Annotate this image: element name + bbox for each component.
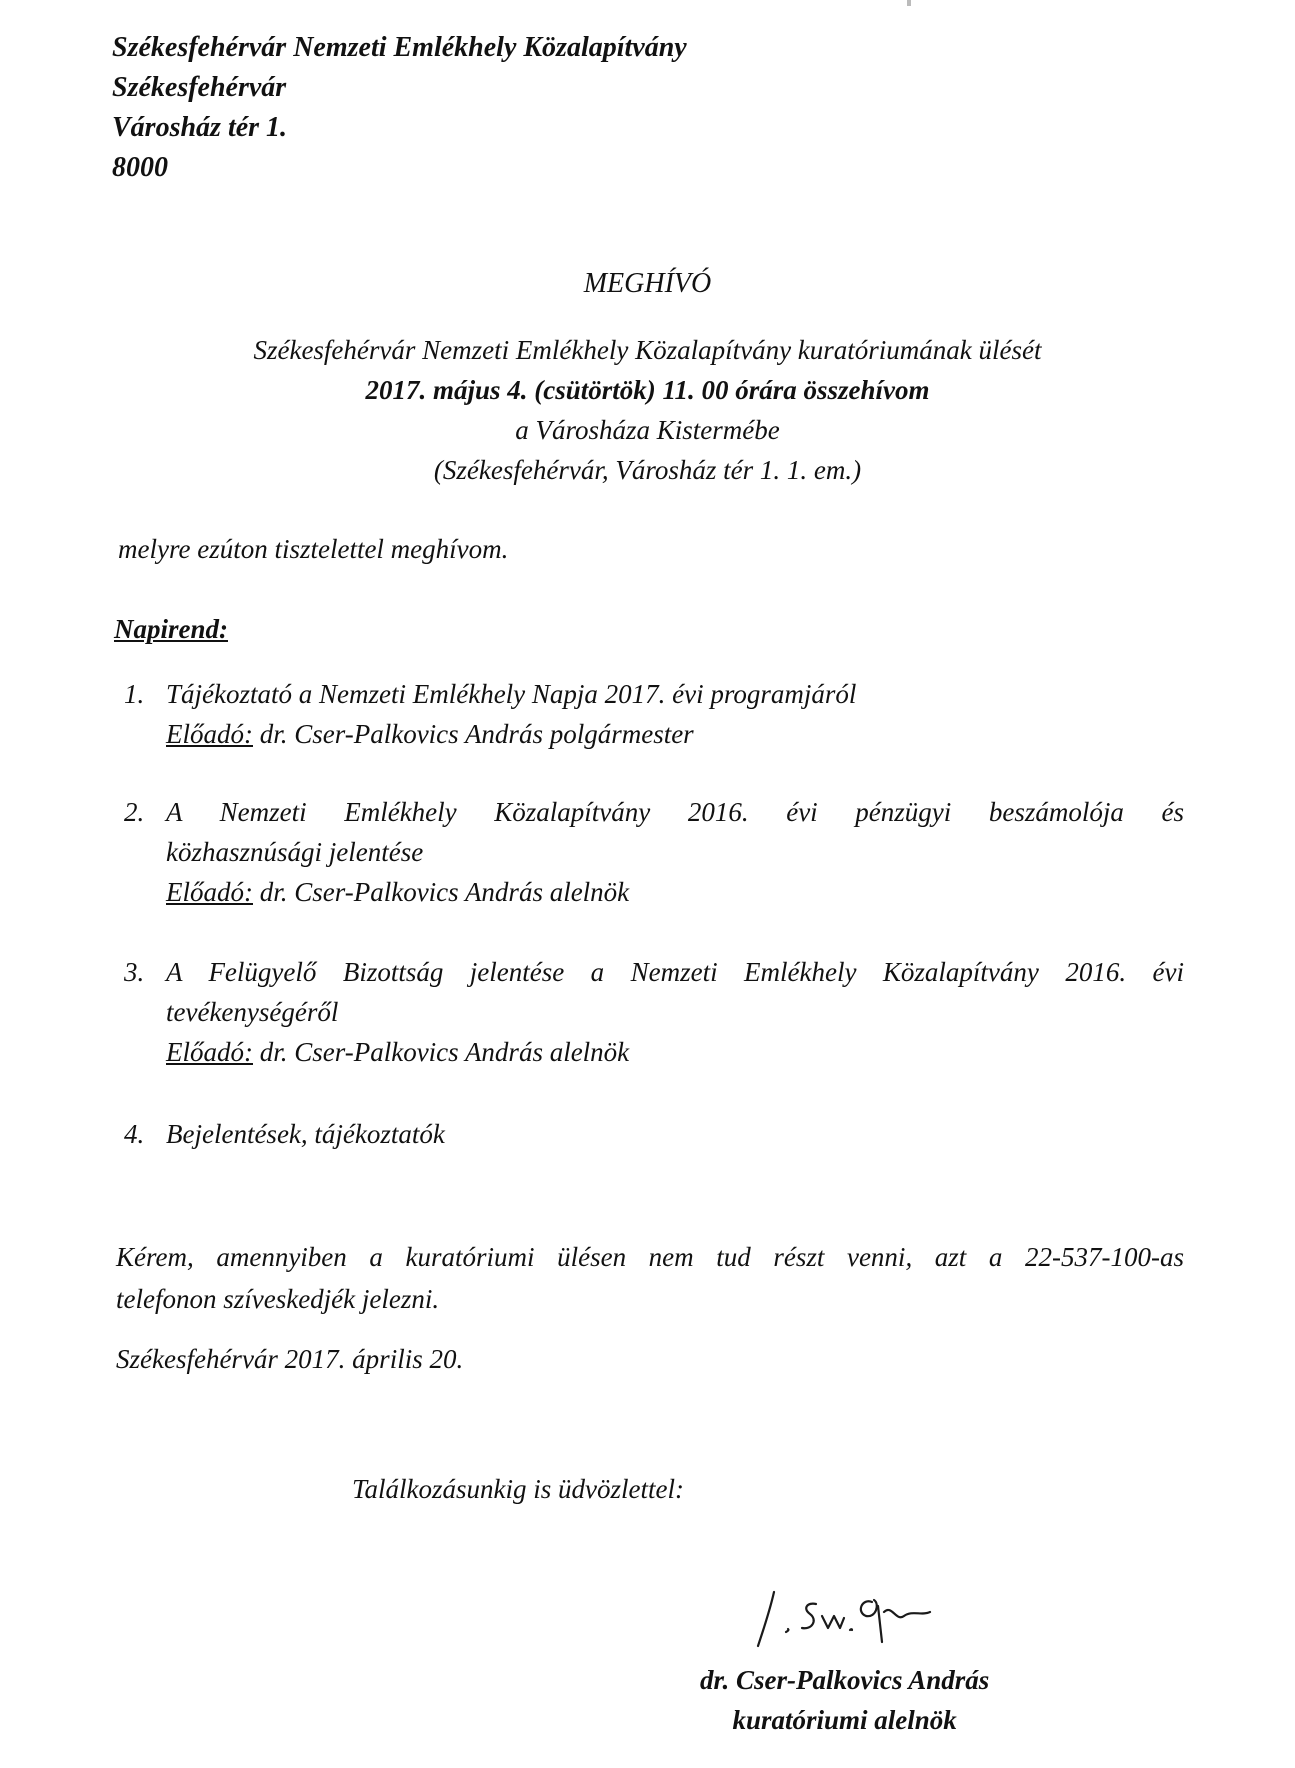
document-title: MEGHÍVÓ: [583, 268, 712, 299]
presenter-name: dr. Cser-Palkovics András alelnök: [253, 1037, 630, 1067]
closing-salutation: Találkozásunkig is üdvözlettel:: [352, 1474, 684, 1504]
scan-mark: [907, 0, 911, 6]
agenda-item-title: A Nemzeti Emlékhely Közalapítvány 2016. évi pénzügyi beszámolója és: [166, 797, 1184, 827]
presenter-label: Előadó:: [166, 877, 253, 907]
meeting-address: (Székesfehérvár, Városház tér 1. 1. em.): [433, 455, 862, 485]
meeting-datetime: 2017. május 4. (csütörtök) 11. 00 órára összehívom: [365, 375, 930, 405]
agenda-item: [124, 674, 1184, 754]
agenda-item-number: 2.: [124, 797, 145, 827]
agenda-item-title: A Felügyelő Bizottság jelentése a Nemzeti Emlékhely Közalapítvány 2016. évi: [166, 957, 1184, 987]
intro-line-1: Székesfehérvár Nemzeti Emlékhely Közalapítvány kuratóriumának ülését: [253, 335, 1042, 365]
agenda-item: [124, 952, 1184, 1072]
agenda-heading: Napirend:: [114, 614, 228, 644]
note-line-2: telefonon szíveskedjék jelezni.: [116, 1284, 440, 1314]
presenter-name: dr. Cser-Palkovics András polgármester: [253, 719, 694, 749]
agenda-item-title: Tájékoztató a Nemzeti Emlékhely Napja 2017. évi programjáról: [166, 679, 857, 709]
document-date: Székesfehérvár 2017. április 20.: [116, 1344, 464, 1374]
agenda-item: [124, 1114, 1184, 1154]
presenter-label: Előadó:: [166, 1037, 253, 1067]
agenda-item-number: 4.: [124, 1119, 145, 1149]
agenda-item-title-cont: közhasznúsági jelentése: [166, 837, 424, 867]
agenda-item-presenter: [166, 1032, 1184, 1072]
meeting-venue: a Városháza Kistermébe: [515, 415, 780, 445]
agenda-item-title-cont: tevékenységéről: [166, 997, 339, 1027]
meeting-intro: [0, 330, 1295, 490]
sender-name: Székesfehérvár Nemzeti Emlékhely Közalapítvány: [112, 32, 687, 63]
presenter-name: dr. Cser-Palkovics András alelnök: [253, 877, 630, 907]
agenda-item-number: 1.: [124, 679, 145, 709]
signer-block: [700, 1660, 989, 1740]
agenda-item-title: Bejelentések, tájékoztatók: [166, 1119, 445, 1149]
presenter-label: Előadó:: [166, 719, 253, 749]
sender-street: Városház tér 1.: [112, 112, 288, 143]
agenda-item: [124, 792, 1184, 912]
attendance-note: [116, 1236, 1184, 1320]
note-line-1: Kérem, amennyiben a kuratóriumi ülésen nem tud részt venni, azt a 22-537-100-as: [116, 1242, 1184, 1272]
signature-image: [752, 1582, 962, 1652]
agenda-item-number: 3.: [124, 957, 145, 987]
sender-postal-code: 8000: [112, 152, 168, 183]
invite-line: melyre ezúton tisztelettel meghívom.: [118, 534, 509, 564]
agenda-item-presenter: [166, 714, 1184, 754]
signer-name: dr. Cser-Palkovics András: [700, 1665, 990, 1695]
sender-city: Székesfehérvár: [112, 72, 287, 103]
signer-position: kuratóriumi alelnök: [732, 1705, 957, 1735]
agenda-item-presenter: [166, 872, 1184, 912]
sender-address: [112, 28, 687, 188]
